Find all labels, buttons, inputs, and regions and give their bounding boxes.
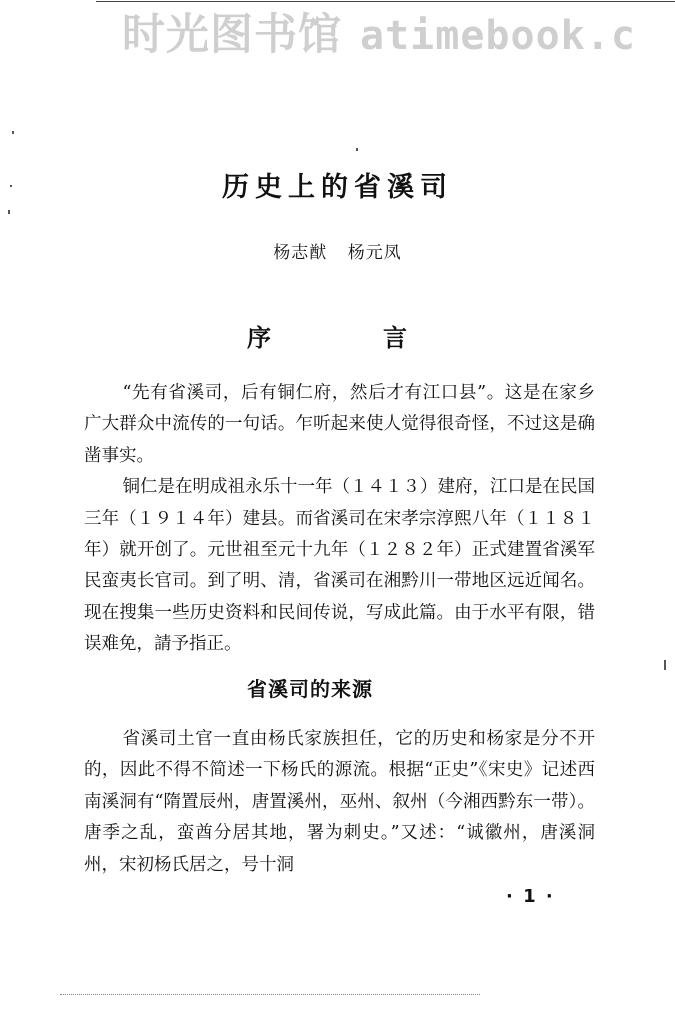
scan-noise-line (60, 994, 480, 997)
preface-heading-char: 序 (247, 324, 271, 352)
scan-speck (12, 131, 14, 134)
page-number: · 1 · (506, 886, 555, 907)
origin-section-heading: 省溪司的来源 (247, 677, 373, 701)
origin-body (84, 724, 595, 881)
watermark (122, 10, 636, 61)
article-authors: 杨志猷 杨元凤 (273, 243, 402, 263)
preface-body (84, 378, 595, 661)
watermark-url: atimebook.c (360, 13, 636, 59)
preface-heading-char: 言 (383, 324, 407, 352)
preface-heading (247, 318, 407, 353)
scan-speck (8, 210, 10, 214)
scan-speck (664, 660, 666, 670)
origin-paragraph: 省溪司土官一直由杨氏家族担任，它的历史和杨家是分不开的，因此不得不简述一下杨氏的源流。根据“正史”《宋史》记述西南溪洞有“隋置辰州，唐置溪州，巫州、叙州（今湘西黔东一带）。唐季之乱，蛮酋分居其地，署为刺史。”又述：“诚徽州，唐溪洞州，宋初杨氏居之，号十洞 (84, 729, 595, 875)
top-border-line (96, 1, 675, 2)
watermark-chinese: 时光图书馆 (122, 10, 342, 60)
preface-paragraph: “先有省溪司，后有铜仁府，然后才有江口县”。这是在家乡广大群众中流传的一句话。乍听起来使人觉得很奇怪，不过这是确凿事实。 (84, 383, 595, 466)
preface-paragraph: 铜仁是在明成祖永乐十一年（１４１３）建府，江口是在民国三年（１９１４年）建县。而省溪司在宋孝宗淳熙八年（１１８１年）就开创了。元世祖至元十九年（１２８２年）正式建置省溪军民蛮夷长官司。到了明、清，省溪司在湘黔川一带地区远近闻名。现在搜集一些历史资料和民间传说，写成此篇。由于水平有限，错误难免，請予指正。 (84, 477, 595, 655)
scan-speck (356, 148, 358, 151)
article-title: 历史上的省溪司 (222, 172, 453, 203)
